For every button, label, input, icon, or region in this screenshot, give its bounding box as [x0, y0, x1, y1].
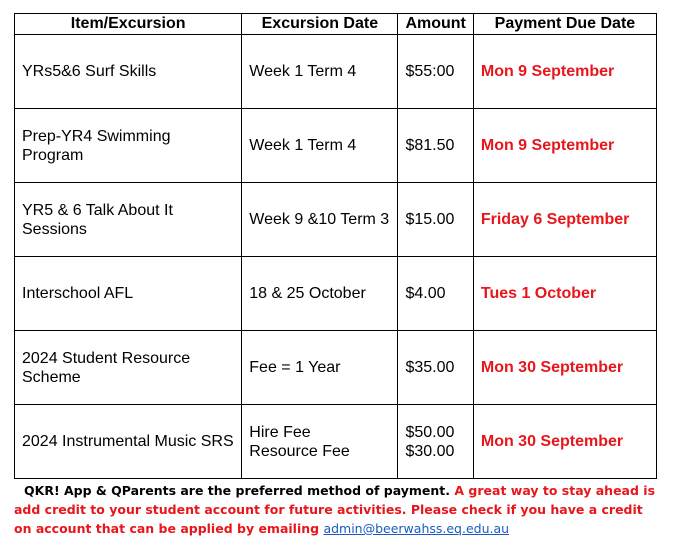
- admin-email-link[interactable]: admin@beerwahss.eq.edu.au: [323, 521, 510, 536]
- item-cell: Prep-YR4 Swimming Program: [15, 109, 242, 183]
- item-cell: Interschool AFL: [15, 257, 242, 331]
- notice-lead-text: QKR! App & QParents are the preferred method of payment.: [24, 483, 451, 498]
- item-cell: YRs5&6 Surf Skills: [15, 35, 242, 109]
- date-cell: Week 1 Term 4: [242, 109, 398, 183]
- payment-notice: [14, 481, 664, 538]
- due-date-cell: Mon 9 September: [473, 35, 656, 109]
- amount-cell: $4.00: [398, 257, 473, 331]
- due-date-cell: Mon 9 September: [473, 109, 656, 183]
- due-date-cell: Tues 1 October: [473, 257, 656, 331]
- amount-cell: $15.00: [398, 183, 473, 257]
- table-row: [15, 35, 657, 109]
- table-row: [15, 331, 657, 405]
- date-cell: Week 1 Term 4: [242, 35, 398, 109]
- table-row: [15, 405, 657, 479]
- item-cell: YR5 & 6 Talk About It Sessions: [15, 183, 242, 257]
- header-due: Payment Due Date: [473, 14, 656, 35]
- amount-cell: $35.00: [398, 331, 473, 405]
- due-date-cell: Friday 6 September: [473, 183, 656, 257]
- date-line: Resource Fee: [249, 442, 350, 460]
- amount-cell: $55:00: [398, 35, 473, 109]
- item-cell: 2024 Instrumental Music SRS: [15, 405, 242, 479]
- date-line: Hire Fee: [249, 423, 311, 441]
- header-date: Excursion Date: [242, 14, 398, 35]
- due-date-cell: Mon 30 September: [473, 405, 656, 479]
- table-row: [15, 257, 657, 331]
- date-cell: Fee = 1 Year: [242, 331, 398, 405]
- table-row: [15, 183, 657, 257]
- excursion-fees-table: [14, 13, 657, 479]
- amount-cell: [398, 405, 473, 479]
- amount-line: $30.00: [405, 442, 455, 460]
- item-cell: 2024 Student Resource Scheme: [15, 331, 242, 405]
- due-date-cell: Mon 30 September: [473, 331, 656, 405]
- date-cell: [242, 405, 398, 479]
- table-header-row: [15, 14, 657, 35]
- date-cell: 18 & 25 October: [242, 257, 398, 331]
- amount-cell: $81.50: [398, 109, 473, 183]
- amount-line: $50.00: [405, 423, 455, 441]
- notice-highlight-text: A great way to stay ahead is add credit to your student account for future activities. Please check if you have a credit on account that can be applied by emailing: [14, 483, 656, 536]
- table-row: [15, 109, 657, 183]
- header-amount: Amount: [398, 14, 473, 35]
- date-cell: Week 9 &10 Term 3: [242, 183, 398, 257]
- header-item: Item/Excursion: [15, 14, 242, 35]
